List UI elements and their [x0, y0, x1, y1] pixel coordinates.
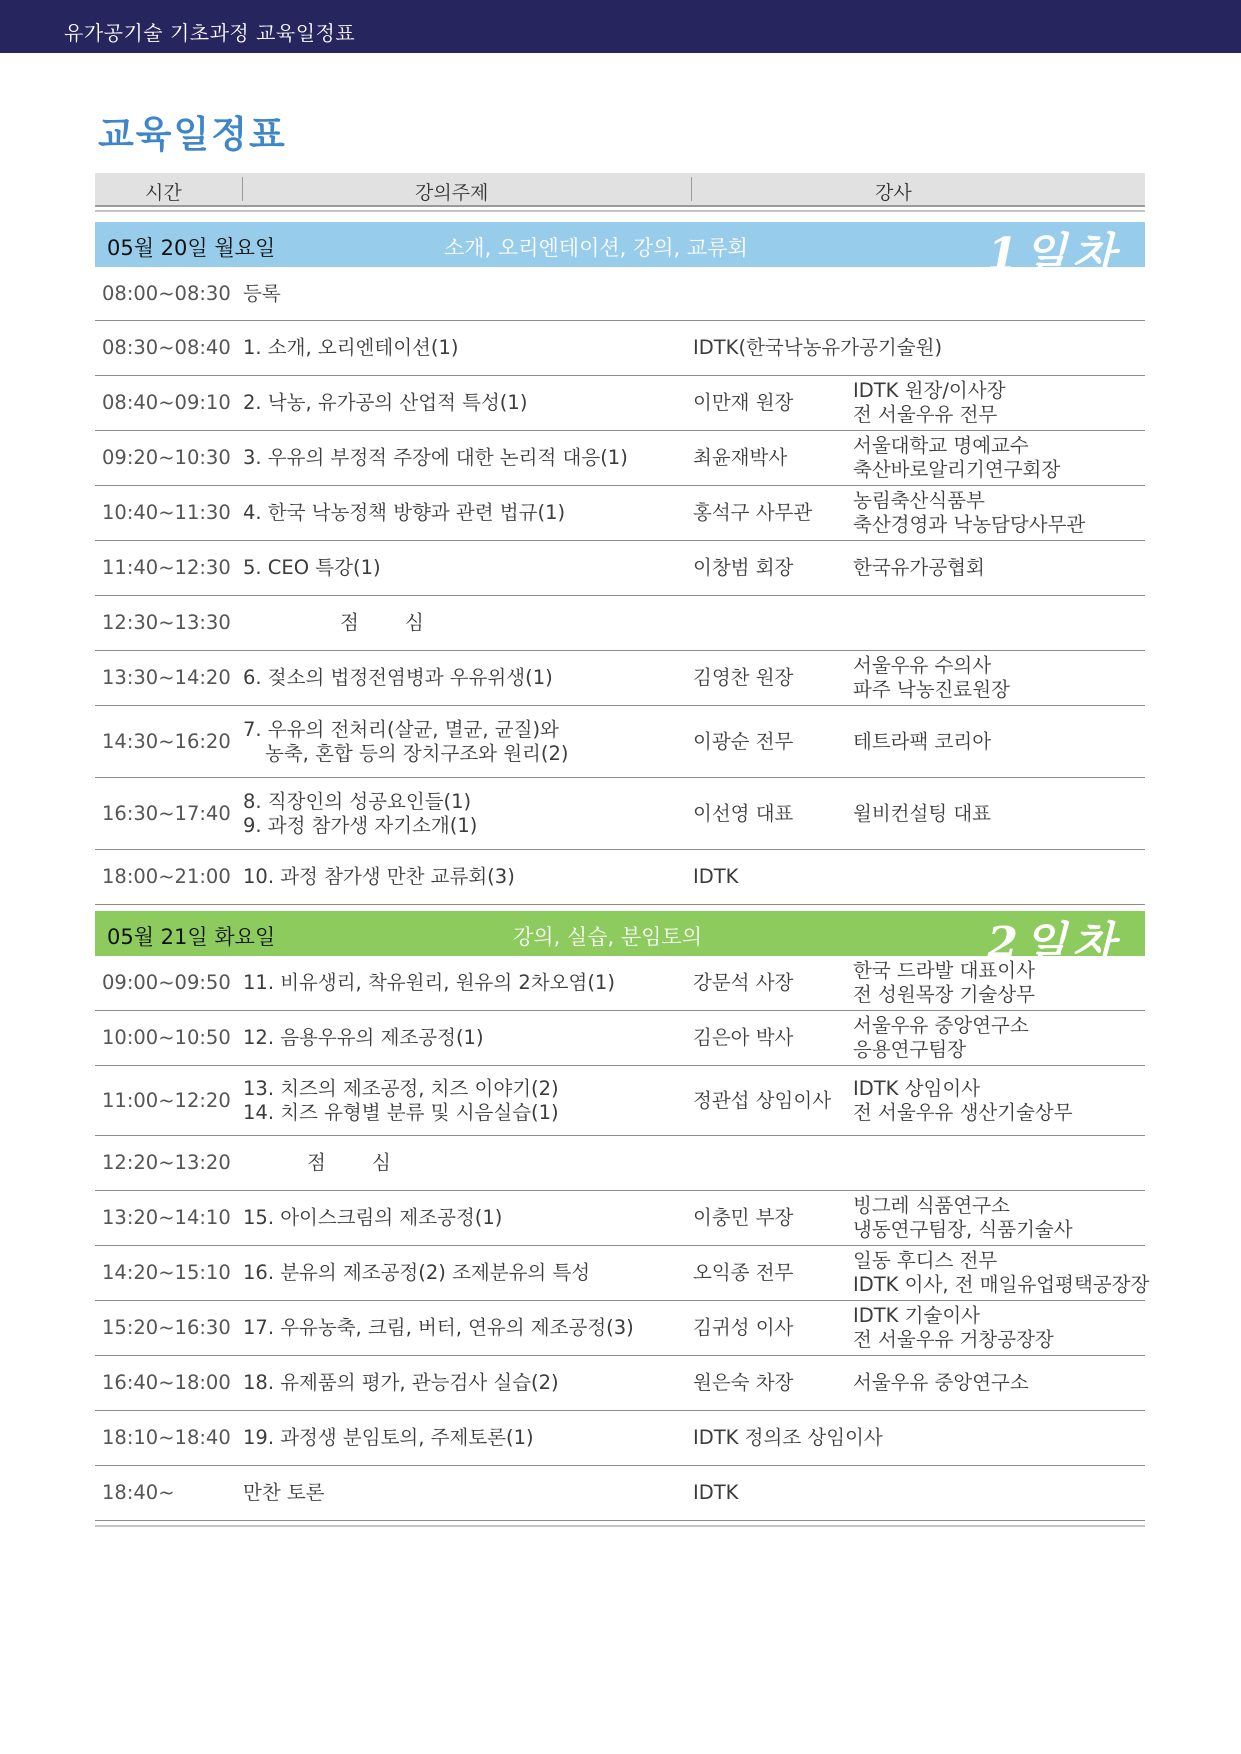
table-bottom-rule: [95, 1525, 1145, 1527]
topic-line: 17. 우유농축, 크림, 버터, 연유의 제조공정(3): [243, 1316, 634, 1339]
schedule-row: [95, 706, 1145, 778]
header-bar: [0, 0, 1241, 53]
session-time: 08:30~08:40: [102, 336, 231, 359]
affiliation-line: 냉동연구팀장, 식품기술사: [853, 1218, 1073, 1241]
instructor-name: 이광순 전무: [693, 729, 794, 753]
topic-line: 등록: [243, 281, 281, 305]
topic-line: 2. 낙농, 유가공의 산업적 특성(1): [243, 391, 528, 414]
instructor-affiliation: [853, 379, 1005, 427]
affiliation-line: 응용연구팀장: [853, 1038, 967, 1061]
schedule-row: [95, 596, 1145, 651]
session-topic: [243, 336, 459, 360]
session-time: 16:40~18:00: [102, 1371, 231, 1394]
session-topic: [243, 556, 381, 580]
instructor-name: 이충민 부장: [693, 1206, 794, 1229]
schedule-row: [95, 1301, 1145, 1356]
session-topic: [340, 611, 424, 635]
topic-line: 3. 우유의 부정적 주장에 대한 논리적 대응(1): [243, 446, 628, 469]
instructor-affiliation: [853, 1077, 1073, 1125]
session-topic: [243, 391, 527, 415]
affiliation-line: 전 성원목장 기술상무: [853, 983, 1035, 1006]
session-time: 18:00~21:00: [102, 865, 231, 888]
session-time: 12:30~13:30: [102, 611, 231, 634]
instructor-name: 이만재 원장: [693, 391, 794, 414]
session-topic: [243, 1481, 325, 1505]
day-label: 2일차: [987, 918, 1121, 969]
session-time: 16:30~17:40: [102, 801, 231, 825]
column-header-instructor: 강사: [875, 182, 912, 204]
instructor-name: 원은숙 차장: [693, 1371, 794, 1394]
topic-line: 6. 젖소의 법정전염병과 우유위생(1): [243, 666, 553, 689]
day-banner: [95, 911, 1145, 969]
affiliation-line: IDTK 기술이사: [853, 1304, 981, 1327]
topic-line: 10. 과정 참가생 만찬 교류회(3): [243, 865, 515, 888]
session-time: 12:20~13:20: [102, 1151, 231, 1174]
instructor-name: 이창범 회장: [693, 556, 794, 579]
instructor-name: 최윤재박사: [693, 446, 788, 469]
instructor-affiliation: [853, 556, 985, 580]
table-header: [95, 173, 1145, 207]
session-time: 11:00~12:20: [102, 1088, 231, 1112]
topic-line: 8. 직장인의 성공요인들(1): [243, 789, 472, 813]
schedule-row: [95, 778, 1145, 850]
session-time: 15:20~16:30: [102, 1316, 231, 1339]
topic-line: 4. 한국 낙농정책 방향과 관련 법규(1): [243, 501, 566, 524]
schedule-row: [95, 1411, 1145, 1466]
column-header-topic: 강의주제: [415, 182, 489, 204]
topic-line: 점 심: [340, 611, 424, 634]
session-topic: [243, 1371, 559, 1395]
instructor-name: 이선영 대표: [693, 801, 794, 825]
instructor-affiliation: [853, 1304, 1054, 1352]
session-topic: [243, 1206, 502, 1230]
day-theme: 강의, 실습, 분임토의: [513, 925, 702, 949]
affiliation-line: 일동 후디스 전무: [853, 1249, 998, 1272]
instructor-name: IDTK: [693, 1481, 739, 1504]
topic-line: 만찬 토론: [243, 1481, 325, 1504]
affiliation-line: 전 서울우유 거창공장장: [853, 1328, 1054, 1351]
schedule-row: [95, 651, 1145, 706]
affiliation-line: 전 서울우유 생산기술상무: [853, 1100, 1073, 1124]
affiliation-line: IDTK 이사, 전 매일유업평택공장장: [853, 1273, 1150, 1296]
schedule-row: [95, 376, 1145, 431]
topic-line: 1. 소개, 오리엔테이션(1): [243, 336, 459, 359]
day-date: 05월 20일 월요일: [107, 236, 276, 260]
session-time: 09:20~10:30: [102, 446, 231, 469]
column-divider: [691, 177, 692, 201]
topic-line: 5. CEO 특강(1): [243, 556, 381, 579]
instructor-affiliation: [853, 1014, 1029, 1062]
schedule-row: [95, 1356, 1145, 1411]
topic-line: 농축, 혼합 등의 장치구조와 원리(2): [265, 741, 569, 765]
session-time: 10:00~10:50: [102, 1026, 231, 1049]
session-time: 08:00~08:30: [102, 281, 231, 305]
session-time: 09:00~09:50: [102, 971, 231, 994]
schedule-row: [95, 431, 1145, 486]
schedule-row: [95, 321, 1145, 376]
session-time: 08:40~09:10: [102, 391, 231, 414]
schedule-row: [95, 1466, 1145, 1521]
session-topic: [243, 865, 515, 889]
instructor-name: 김은아 박사: [693, 1026, 794, 1049]
schedule-row: [95, 1011, 1145, 1066]
affiliation-line: 테트라팩 코리아: [853, 729, 992, 753]
page-title: 교육일정표: [98, 113, 287, 156]
topic-line: 14. 치즈 유형별 분류 및 시음실습(1): [243, 1100, 559, 1124]
schedule-row: [95, 541, 1145, 596]
affiliation-line: 축산바로알리기연구회장: [853, 458, 1061, 481]
session-time: 18:10~18:40: [102, 1426, 231, 1449]
session-topic: [243, 1261, 590, 1285]
session-time: 11:40~12:30: [102, 556, 231, 579]
instructor-name: 홍석구 사무관: [693, 501, 813, 524]
schedule-row: [95, 1136, 1145, 1191]
day-theme: 소개, 오리엔테이션, 강의, 교류회: [444, 236, 748, 260]
topic-line: 점 심: [307, 1151, 391, 1174]
session-topic: [243, 666, 553, 690]
instructor-name: 김귀성 이사: [693, 1316, 794, 1339]
column-header-time: 시간: [145, 182, 182, 204]
session-topic: [307, 1151, 391, 1175]
instructor-affiliation: [853, 654, 1010, 702]
session-time: 14:30~16:20: [102, 729, 231, 753]
schedule-table: [95, 173, 1150, 1527]
session-time: 13:20~14:10: [102, 1206, 231, 1229]
day-date: 05월 21일 화요일: [107, 925, 276, 949]
instructor-affiliation: [853, 1249, 1149, 1297]
affiliation-line: IDTK 상임이사: [853, 1076, 981, 1100]
session-topic: [243, 718, 569, 766]
header-title: 유가공기술 기초과정 교육일정표: [64, 21, 356, 45]
day-banner: [95, 222, 1145, 280]
affiliation-line: 한국유가공협회: [853, 556, 985, 579]
schedule-row: [95, 486, 1145, 541]
topic-line: 12. 음용우유의 제조공정(1): [243, 1026, 484, 1049]
instructor-name: 김영찬 원장: [693, 666, 794, 689]
instructor-affiliation: [853, 489, 1085, 537]
session-time: 13:30~14:20: [102, 666, 231, 689]
topic-line: 16. 분유의 제조공정(2) 조제분유의 특성: [243, 1261, 591, 1284]
affiliation-line: 전 서울우유 전무: [853, 403, 998, 426]
schedule-row: [95, 1246, 1150, 1301]
instructor-affiliation: [853, 802, 991, 826]
header-divider: [95, 210, 1145, 212]
topic-line: 15. 아이스크림의 제조공정(1): [243, 1206, 503, 1229]
instructor-name: IDTK: [693, 865, 739, 888]
schedule-body: [95, 222, 1150, 1521]
affiliation-line: 한국 드라발 대표이사: [853, 959, 1035, 982]
day-label: 1일차: [987, 229, 1121, 280]
session-time: 18:40~: [102, 1481, 175, 1504]
session-topic: [243, 790, 477, 838]
session-topic: [243, 446, 628, 470]
instructor-affiliation: [853, 730, 991, 754]
session-time: 14:20~15:10: [102, 1261, 231, 1284]
schedule-row: [95, 267, 1145, 321]
session-topic: [243, 1026, 484, 1050]
affiliation-line: 서울우유 수의사: [853, 654, 992, 677]
affiliation-line: 서울대학교 명예교수: [853, 434, 1029, 457]
session-topic: [243, 501, 565, 525]
instructor-name: 오익종 전무: [693, 1261, 794, 1284]
affiliation-line: 축산경영과 낙농담당사무관: [853, 513, 1086, 536]
instructor-name: IDTK 정의조 상임이사: [693, 1426, 883, 1449]
affiliation-line: 서울우유 중앙연구소: [853, 1371, 1029, 1394]
affiliation-line: IDTK 원장/이사장: [853, 379, 1006, 402]
instructor-name: IDTK(한국낙농유가공기술원): [693, 336, 943, 359]
affiliation-line: 윌비컨설팅 대표: [853, 801, 992, 825]
column-divider: [242, 177, 243, 201]
topic-line: 19. 과정생 분임토의, 주제토론(1): [243, 1426, 534, 1449]
schedule-row: [95, 1191, 1145, 1246]
instructor-affiliation: [853, 1194, 1073, 1242]
session-topic: [243, 1077, 559, 1125]
instructor-name: 정관섭 상임이사: [693, 1088, 832, 1112]
session-topic: [243, 971, 615, 995]
affiliation-line: 서울우유 중앙연구소: [853, 1014, 1029, 1037]
topic-line: 11. 비유생리, 착유원리, 원유의 2차오염(1): [243, 971, 615, 994]
instructor-affiliation: [853, 434, 1060, 482]
session-topic: [243, 1316, 634, 1340]
topic-line: 7. 우유의 전처리(살균, 멸균, 균질)와: [243, 717, 559, 741]
schedule-row: [95, 850, 1145, 905]
affiliation-line: 빙그레 식품연구소: [853, 1194, 1010, 1217]
instructor-affiliation: [853, 1371, 1029, 1395]
topic-line: 18. 유제품의 평가, 관능검사 실습(2): [243, 1371, 559, 1394]
session-time: 10:40~11:30: [102, 501, 231, 524]
session-topic: [243, 282, 281, 306]
instructor-name: 강문석 사장: [693, 971, 794, 994]
session-topic: [243, 1426, 534, 1450]
schedule-row: [95, 1066, 1145, 1136]
instructor-affiliation: [853, 959, 1035, 1007]
affiliation-line: 농림축산식품부: [853, 489, 985, 512]
schedule-row: [95, 956, 1145, 1011]
topic-line: 9. 과정 참가생 자기소개(1): [243, 813, 478, 837]
topic-line: 13. 치즈의 제조공정, 치즈 이야기(2): [243, 1076, 559, 1100]
affiliation-line: 파주 낙농진료원장: [853, 678, 1010, 701]
